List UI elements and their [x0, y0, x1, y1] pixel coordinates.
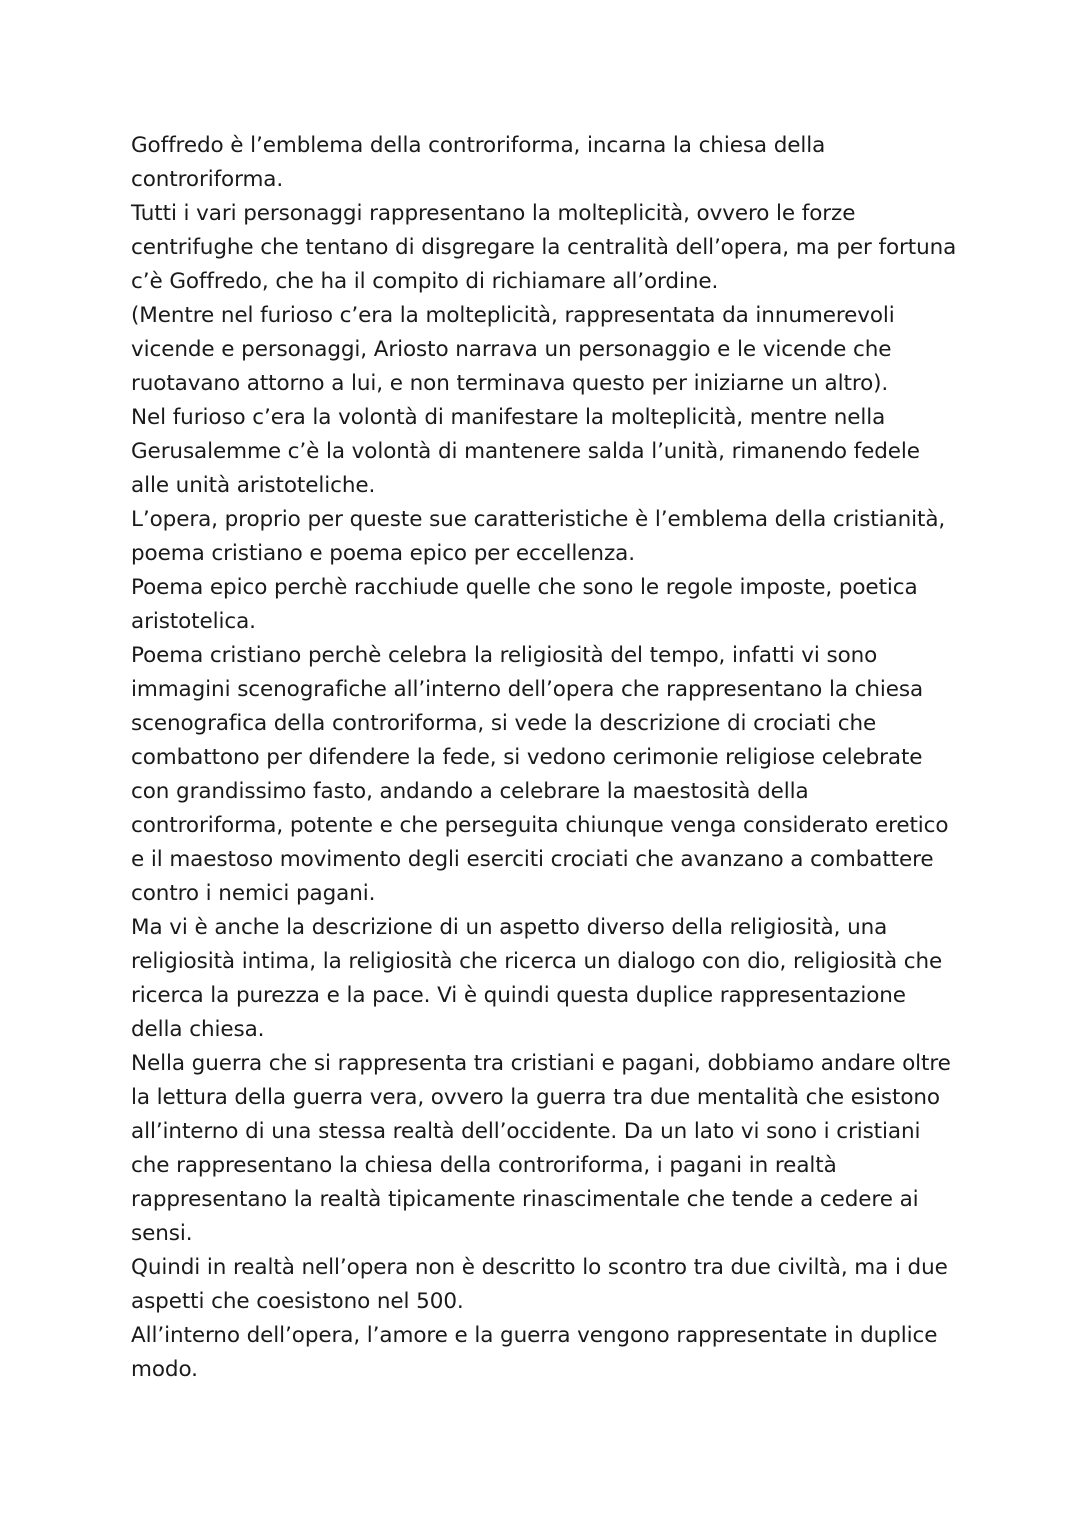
paragraph-unita-aristoteliche: Nel furioso c’era la volontà di manifestare la molteplicità, mentre nella Gerusalemme c’è la volontà di mantenere salda l’unità, rimanendo fedele alle unità aristoteliche. [131, 405, 920, 498]
paragraph-personaggi-molteplicita: Tutti i vari personaggi rappresentano la molteplicità, ovvero le forze centrifughe che tentano di disgregare la centralità dell’opera, ma per fortuna c’è Goffredo, che ha il compito di richiamare all’ordine. [131, 201, 957, 294]
paragraph-furioso-ariosto: (Mentre nel furioso c’era la molteplicità, rappresentata da innumerevoli vicende e personaggi, Ariosto narrava un personaggio e le vicende che ruotavano attorno a lui, e non terminava questo per iniziarne un altro). [131, 303, 895, 396]
paragraph-emblema-cristianita: L’opera, proprio per queste sue caratteristiche è l’emblema della cristianità, poema cristiano e poema epico per eccellenza. [131, 507, 946, 566]
paragraph-poema-epico: Poema epico perchè racchiude quelle che sono le regole imposte, poetica aristotelica. [131, 575, 918, 634]
document-body [131, 129, 961, 1387]
paragraph-guerra-cristiani-pagani: Nella guerra che si rappresenta tra cristiani e pagani, dobbiamo andare oltre la lettura della guerra vera, ovvero la guerra tra due mentalità che esistono all’interno di una stessa realtà dell’occidente. Da un lato vi sono i cristiani che rappresentano la chiesa della controriforma, i pagani in realtà rappresentano la realtà tipicamente rinascimentale che tende a cedere ai sensi. [131, 1051, 951, 1246]
paragraph-religiosita-intima: Ma vi è anche la descrizione di un aspetto diverso della religiosità, una religiosità intima, la religiosità che ricerca un dialogo con dio, religiosità che ricerca la purezza e la pace. Vi è quindi questa duplice rappresentazione della chiesa. [131, 915, 943, 1042]
paragraph-poema-cristiano: Poema cristiano perchè celebra la religiosità del tempo, infatti vi sono immagini scenografiche all’interno dell’opera che rappresentano la chiesa scenografica della controriforma, si vede la descrizione di crociati che combattono per difendere la fede, si vedono cerimonie religiose celebrate con grandissimo fasto, andando a celebrare la maestosità della controriforma, potente e che perseguita chiunque venga considerato eretico e il maestoso movimento degli eserciti crociati che avanzano a combattere contro i nemici pagani. [131, 643, 949, 906]
paragraph-scontro-civilta: Quindi in realtà nell’opera non è descritto lo scontro tra due civiltà, ma i due aspetti che coesistono nel 500. [131, 1255, 948, 1314]
paragraph-goffredo-emblema: Goffredo è l’emblema della controriforma, incarna la chiesa della controriforma. [131, 133, 826, 192]
paragraph-amore-guerra: All’interno dell’opera, l’amore e la guerra vengono rappresentate in duplice modo. [131, 1323, 938, 1382]
